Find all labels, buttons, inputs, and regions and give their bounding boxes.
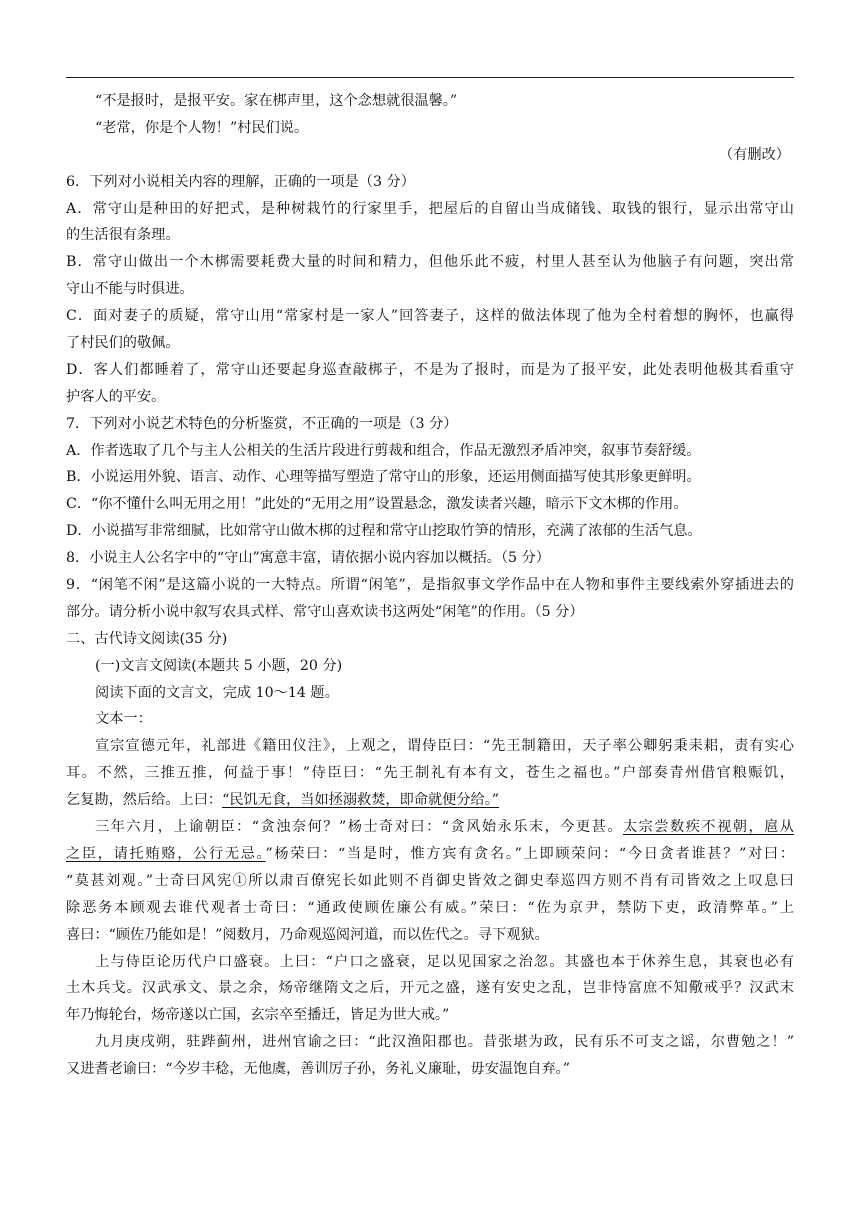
page-content — [66, 88, 794, 1083]
option-b: B．小说运用外貌、语言、动作、心理等描写塑造了常守山的形象，还运用侧面描写使其形象更鲜明。 — [66, 469, 701, 486]
question-7-stem: 7．下列对小说艺术特色的分析鉴赏，不正确的一项是（3 分） — [66, 415, 458, 432]
option-c: C．“你不懂什么叫无用之用！”此处的“无用之用”设置悬念，激发读者兴趣，暗示下文木梆的作用。 — [66, 496, 688, 513]
underlined-sentence: 之臣，请托贿赂，公行无忌。 — [66, 845, 266, 862]
question-8: 8．小说主人公名字中的“守山”寓意丰富，请依据小说内容加以概括。（5 分） — [66, 550, 550, 567]
section-title: 二、古代诗文阅读(35 分) — [66, 630, 228, 647]
option-a: A．常守山是种田的好把式，是种树栽竹的行家里手，把屋后的自留山当成储钱、取钱的银行，显示出常守山 — [66, 200, 794, 217]
option-c: C．面对妻子的质疑，常守山用“常家村是一家人”回答妻子，这样的做法体现了他为全村着想的胸怀，也赢得 — [66, 308, 794, 325]
passage-line — [66, 841, 794, 868]
text-label: 文本一： — [95, 711, 152, 728]
passage-line: 九月庚戌朔，驻跸蓟州，进州官谕之曰：“此汉渔阳郡也。昔张堪为政，民有乐不可支之谣，尔曹勉之！” — [95, 1034, 794, 1051]
underlined-sentence: “民饥无食，当如拯溺救焚，即命就便分给。” — [222, 792, 500, 809]
passage-line: 除恶务本顾观去谁代观者士奇曰：“通政使顾佐廉公有威。”荣曰：“佐为京尹，禁防下吏，政清弊革。”上 — [66, 899, 794, 916]
option-d: D．小说描写非常细腻，比如常守山做木梆的过程和常守山挖取竹笋的情形，充满了浓郁的生活气息。 — [66, 523, 702, 540]
option-c-cont: 了村民们的敬佩。 — [66, 335, 180, 352]
option-a-cont: 的生活很有条理。 — [66, 227, 180, 244]
passage-text: 乞复勘，然后给。上曰： — [66, 792, 223, 809]
option-b: B．常守山做出一个木梆需要耗费大量的时间和精力，但他乐此不疲，村里人甚至认为他脑子有问题，突出常 — [66, 254, 794, 271]
passage-line: 上与侍臣论历代户口盛衰。上曰：“户口之盛衰，足以见国家之治忽。其盛也本于休养生息，其衰也必有 — [95, 953, 794, 970]
story-line: “不是报时，是报平安。家在梆声里，这个念想就很温馨。” — [95, 93, 458, 109]
question-9: 9．“闲笔不闲”是这篇小说的一大特点。所谓“闲笔”，是指叙事文学作品中在人物和事件主要线索外穿插进去的 — [66, 577, 794, 594]
passage-line: 宣宗宣德元年，礼部进《籍田仪注》，上观之，谓侍臣曰：“先王制籍田，天子率公卿躬秉耒耜，责有实心 — [95, 738, 794, 755]
header-rule — [66, 77, 794, 78]
passage-line — [66, 787, 794, 814]
underlined-sentence: 太宗尝数疾不视朝，扈从 — [623, 819, 794, 836]
passage-line: 年乃悔轮台，炀帝遂以亡国，玄宗卒至播迁，皆足为世大戒。” — [66, 1007, 450, 1024]
passage-line: 土木兵戈。汉武承文、景之余，炀帝继隋文之后，开元之盛，遂有安史之乱，岂非恃富庶不知儆戒乎？汉武末 — [66, 980, 794, 997]
subsection-title: (一)文言文阅读(本题共 5 小题，20 分) — [95, 657, 343, 674]
passage-text: 三年六月，上谕朝臣：“贪浊奈何？”杨士奇对曰：“贪风始永乐末，今更甚。 — [95, 819, 623, 836]
passage-line-unpunctuated: “莫甚刘观。”士奇曰风宪①所以肃百僚宪长如此则不肖御史皆效之御史奉巡四方则不肖有司皆效之上叹息曰 — [66, 872, 794, 889]
passage-line — [66, 814, 794, 841]
story-line: “老常，你是个人物！”村民们说。 — [95, 119, 309, 136]
edit-note: （有删改） — [719, 146, 790, 163]
passage-line: 又进耆老谕曰：“今岁丰稔，无他虞，善训厉子孙，务礼义廉耻，毋安温饱自弃。” — [66, 1061, 570, 1078]
passage-line: 喜曰：“顾佐乃能如是！”阅数月，乃命观巡阅河道，而以佐代之。寻下观狱。 — [66, 926, 549, 943]
option-d: D．客人们都睡着了，常守山还要起身巡查敲梆子，不是为了报时，而是为了报平安，此处表明他极其看重守 — [66, 361, 794, 378]
option-b-cont: 守山不能与时俱进。 — [66, 281, 194, 298]
option-a: A．作者选取了几个与主人公相关的生活片段进行剪裁和组合，作品无激烈矛盾冲突，叙事节奏舒缓。 — [66, 442, 701, 459]
passage-line: 耳。不然，三推五推，何益于事！”侍臣曰：“先王制礼有本有文，苍生之福也。”户部奏青州借官粮赈饥， — [66, 765, 794, 782]
option-d-cont: 护客人的平安。 — [66, 388, 166, 405]
question-9-cont: 部分。请分析小说中叙写农具式样、常守山喜欢读书这两处“闲笔”的作用。（5 分） — [66, 603, 584, 620]
passage-text: ”杨荣曰：“当是时，惟方宾有贪名。”上即顾荣问：“今日贪者谁甚？”对曰： — [265, 845, 794, 862]
instruction: 阅读下面的文言文，完成 10～14 题。 — [95, 684, 339, 701]
question-6-stem: 6．下列对小说相关内容的理解，正确的一项是（3 分） — [66, 173, 415, 190]
